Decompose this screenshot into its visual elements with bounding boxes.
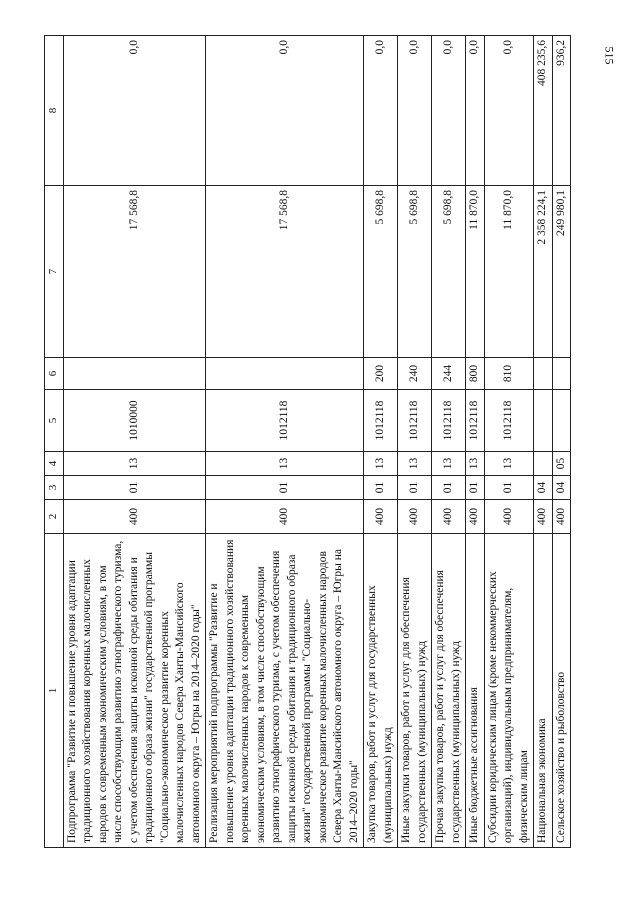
cell-c7: 11 870,0 [484, 186, 534, 358]
cell-c2: 400 [364, 500, 398, 534]
cell-c7: 5 698,8 [364, 186, 398, 358]
table-row [364, 36, 398, 848]
cell-c6: 810 [484, 358, 534, 390]
cell-c8: 936,2 [552, 36, 571, 186]
table-row [432, 36, 466, 848]
page-number: 515 [602, 46, 617, 65]
cell-c3: 04 [534, 476, 553, 500]
row-name: Сельское хозяйство и рыболовство [552, 534, 571, 848]
cell-c6: 200 [364, 358, 398, 390]
cell-c6 [552, 358, 571, 390]
cell-c4: 13 [466, 452, 485, 476]
row-name: Национальная экономика [534, 534, 553, 848]
cell-c5: 1012118 [432, 390, 466, 452]
table-wrapper [44, 36, 567, 848]
header-cell: 2 [45, 500, 64, 534]
row-name: Прочая закупка товаров, работ и услуг для обеспечения государственных (муниципальных) нужд [432, 534, 466, 848]
cell-c2: 400 [552, 500, 571, 534]
cell-c3: 01 [398, 476, 432, 500]
table-row [552, 36, 571, 848]
cell-c6: 244 [432, 358, 466, 390]
header-cell: 6 [45, 358, 64, 390]
row-name: Иные закупки товаров, работ и услуг для обеспечения государственных (муниципальных) нужд [398, 534, 432, 848]
cell-c6: 800 [466, 358, 485, 390]
cell-c2: 400 [484, 500, 534, 534]
cell-c4: 13 [206, 452, 364, 476]
row-name: Иные бюджетные ассигнования [466, 534, 485, 848]
cell-c8: 0,0 [432, 36, 466, 186]
cell-c3: 01 [432, 476, 466, 500]
header-cell: 3 [45, 476, 64, 500]
cell-c8: 0,0 [484, 36, 534, 186]
cell-c2: 400 [534, 500, 553, 534]
cell-c4 [534, 452, 553, 476]
cell-c4: 13 [484, 452, 534, 476]
row-name: Подпрограмма "Развитие и повышение уровня адаптации традиционного хозяйствования коренных малочисленных народов к современным экономическим условиям, в том числе способствующим развитию этнографического туризма, с учетом обеспечения защиты исконной среды обитания и традиционного образа жизни" государственной программы "Социально-экономическое развитие коренных малочисленных народов Севера Ханты-Мансийского автономного округа – Югры на 2014–2020 годы" [63, 534, 206, 848]
header-cell: 8 [45, 36, 64, 186]
cell-c6 [534, 358, 553, 390]
cell-c4: 13 [432, 452, 466, 476]
cell-c4: 13 [398, 452, 432, 476]
cell-c3: 01 [484, 476, 534, 500]
cell-c4: 05 [552, 452, 571, 476]
cell-c5: 1010000 [63, 390, 206, 452]
cell-c8: 0,0 [63, 36, 206, 186]
cell-c5: 1012118 [466, 390, 485, 452]
row-name: Субсидии юридическим лицам (кроме некоммерческих организаций), индивидуальным предпринимателям, физическим лицам [484, 534, 534, 848]
table-row [206, 36, 364, 848]
header-row [45, 36, 64, 848]
cell-c2: 400 [206, 500, 364, 534]
cell-c3: 01 [466, 476, 485, 500]
cell-c4: 13 [364, 452, 398, 476]
cell-c7: 11 870,0 [466, 186, 485, 358]
cell-c7: 249 980,1 [552, 186, 571, 358]
cell-c7: 5 698,8 [398, 186, 432, 358]
header-cell: 7 [45, 186, 64, 358]
table-row [398, 36, 432, 848]
table-row [484, 36, 534, 848]
budget-table [44, 35, 571, 848]
cell-c2: 400 [398, 500, 432, 534]
row-name: Закупка товаров, работ и услуг для государственных (муниципальных) нужд [364, 534, 398, 848]
cell-c6: 240 [398, 358, 432, 390]
cell-c5: 1012118 [484, 390, 534, 452]
cell-c7: 5 698,8 [432, 186, 466, 358]
cell-c8: 0,0 [466, 36, 485, 186]
cell-c5: 1012118 [206, 390, 364, 452]
header-cell: 1 [45, 534, 64, 848]
cell-c7: 2 358 224,1 [534, 186, 553, 358]
row-name: Реализация мероприятий подпрограммы "Развитие и повышение уровня адаптации традиционного хозяйствования коренных малочисленных народов к современным экономическим условиям, в том числе способствующим развитию этнографического туризма, с учетом обеспечения защиты исконной среды обитания и традиционного образа жизни" государственной программы "Социально-экономическое развитие коренных малочисленных народов Севера Ханты-Мансийского автономного округа – Югры на 2014–2020 годы" [206, 534, 364, 848]
cell-c3: 01 [364, 476, 398, 500]
cell-c7: 17 568,8 [63, 186, 206, 358]
cell-c2: 400 [466, 500, 485, 534]
cell-c6 [206, 358, 364, 390]
cell-c8: 408 235,6 [534, 36, 553, 186]
cell-c3: 01 [63, 476, 206, 500]
cell-c8: 0,0 [364, 36, 398, 186]
cell-c8: 0,0 [206, 36, 364, 186]
cell-c7: 17 568,8 [206, 186, 364, 358]
cell-c5 [534, 390, 553, 452]
rotated-table-area [44, 36, 567, 848]
cell-c4: 13 [63, 452, 206, 476]
table-row [466, 36, 485, 848]
header-cell: 4 [45, 452, 64, 476]
header-cell: 5 [45, 390, 64, 452]
cell-c5: 1012118 [364, 390, 398, 452]
cell-c5: 1012118 [398, 390, 432, 452]
cell-c6 [63, 358, 206, 390]
table-row [63, 36, 206, 848]
cell-c2: 400 [63, 500, 206, 534]
table-row [534, 36, 553, 848]
cell-c3: 01 [206, 476, 364, 500]
cell-c8: 0,0 [398, 36, 432, 186]
cell-c2: 400 [432, 500, 466, 534]
cell-c5 [552, 390, 571, 452]
cell-c3: 04 [552, 476, 571, 500]
